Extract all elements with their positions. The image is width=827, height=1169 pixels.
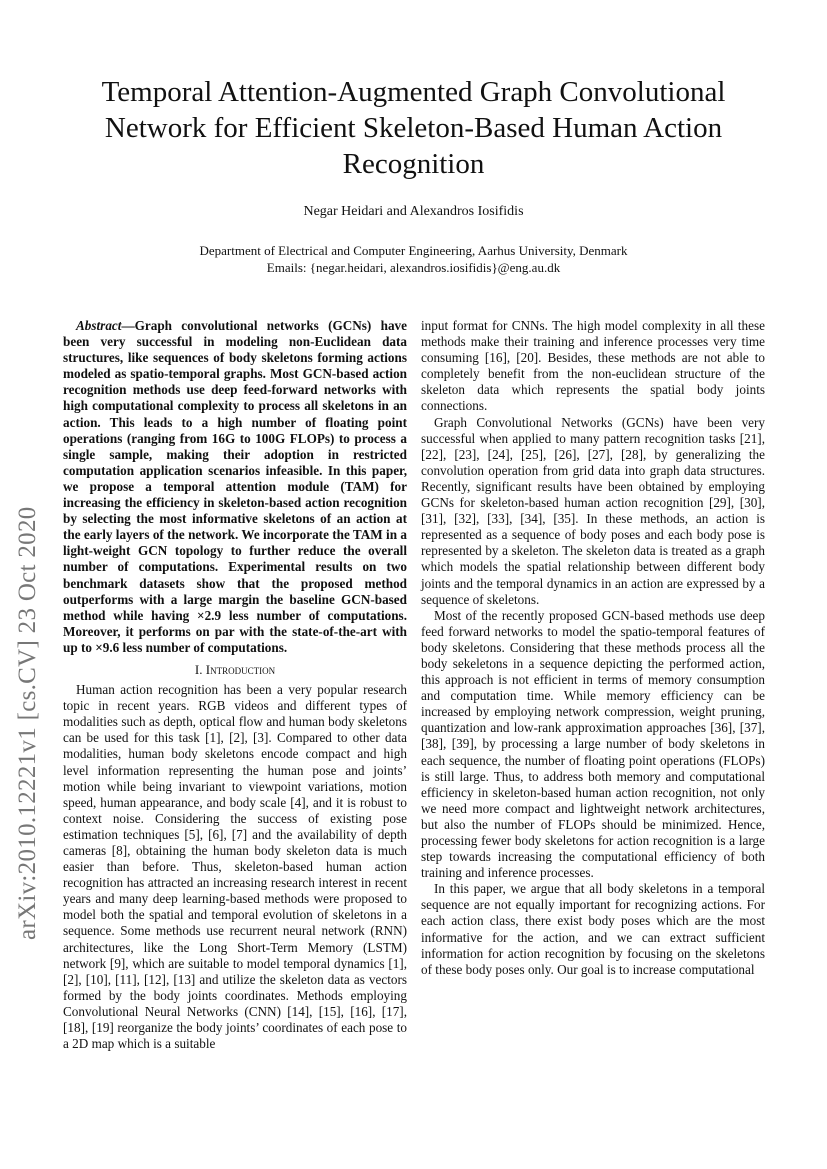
affiliation: Department of Electrical and Computer Engineering, Aarhus University, Denmark bbox=[199, 243, 628, 258]
abstract bbox=[63, 318, 407, 656]
paragraph: Graph Convolutional Networks (GCNs) have been very successful when applied to many pattern recognition tasks [21], [22], [23], [24], [25], [26], [27], [28], by generalizing the convolution operation from grid data into graph data structures. Recently, significant results have been obtained by employing GCNs for skeleton-based human action recognition [29], [30], [31], [32], [33], [34], [35]. In these methods, an action is represented as a sequence of body poses and each body pose is represented by a skeleton. The skeleton data is treated as a graph which models the spatial relationship between different body joints and the temporal dynamics in an action are expressed by a sequence of skeletons. bbox=[421, 414, 765, 607]
abstract-label: Abstract bbox=[76, 318, 122, 333]
paragraph: In this paper, we argue that all body skeletons in a temporal sequence are not equally important for recognizing actions. For each action class, there exist body poses which are the most informative for the action, and we can extract sufficient information for action recognition by focusing on the skeletons of these body poses only. Our goal is to increase computational bbox=[421, 881, 765, 977]
paper-title: Temporal Attention-Augmented Graph Convolutional Network for Efficient Skeleton-Based Human Action Recognition bbox=[101, 76, 726, 180]
arxiv-stamp: arXiv:2010.12221v1 [cs.CV] 23 Oct 2020 bbox=[14, 506, 41, 940]
paragraph: input format for CNNs. The high model complexity in all these methods make their training and inference processes very time consuming [16], [20]. Besides, these methods are not able to completely benefit from the non-euclidean structure of the skeleton data which represents the spatial body joints connections. bbox=[421, 318, 765, 414]
abstract-text: —Graph convolutional networks (GCNs) have been very successful in modeling non-Euclidean data structures, like sequences of body skeletons forming actions modeled as spatio-temporal graphs. Most GCN-based action recognition methods use deep feed-forward networks with high computational complexity to process all skeletons in an action. This leads to a high number of floating point operations (ranging from 16G to 100G FLOPs) to process a single sample, making their adoption in restricted computation application scenarios infeasible. In this paper, we propose a temporal attention module (TAM) for increasing the efficiency in skeleton-based action recognition by selecting the most informative skeletons of an action at the early layers of the network. We incorporate the TAM in a light-weight GCN topology to further reduce the overall number of computations. Experimental results on two benchmark datasets show that the proposed method outperforms with a large margin the baseline GCN-based method while having ×2.9 less number of computations. Moreover, it performs on par with the state-of-the-art with up to ×9.6 less number of computations. bbox=[63, 318, 407, 655]
section-heading: I. Introduction bbox=[194, 661, 276, 677]
paragraph: Most of the recently proposed GCN-based methods use deep feed forward networks to model the spatio-temporal features of body skeletons. Considering that these methods process all the body sekeletons in a sequence depicting the performed action, this approach is not efficient in terms of memory consumption and computation time. While memory efficiency can be increased by employing network compression, weight pruning, quantization and low-rank approximation approaches [36], [37], [38], [39], by processing a large number of body skeletons in each sequence, the number of floating point operations (FLOPs) is still large. Thus, to address both memory and computational efficiency in skeleton-based human action recognition, not only we need more compact and lightweight network architectures, but also the number of FLOPs should be minimized. Hence, processing fewer body skeletons for action recognition is a large step towards increasing the computational efficiency of both training and inference processes. bbox=[421, 607, 765, 881]
left-column bbox=[63, 318, 407, 1052]
right-column bbox=[421, 318, 765, 978]
emails: Emails: {negar.heidari, alexandros.iosifidis}@eng.au.dk bbox=[266, 260, 561, 275]
paragraph: Human action recognition has been a very popular research topic in recent years. RGB videos and different types of modalities such as depth, optical flow and human body skeletons can be used for this task [1], [2], [3]. Compared to other data modalities, human body skeletons encode compact and high level information representing the human pose and joints’ motion while being invariant to viewpoint variations, motion speed, human appearance, and body scale [4], and it is robust to context noise. Considering the success of existing pose estimation techniques [5], [6], [7] and the availability of depth cameras [8], obtaining the human body skeleton data is much easier than before. Thus, skeleton-based human action recognition has attracted an increasing research interest in recent years and many deep learning-based methods were proposed to model both the spatial and temporal evolution of skeletons in a sequence. Some methods use recurrent neural network (RNN) architectures, like the Long Short-Term Memory (LSTM) network [9], which are suitable to model temporal dynamics [1], [2], [10], [11], [12], [13] and utilize the skeleton data as vectors formed by the body joints coordinates. Methods employing Convolutional Neural Networks (CNN) [14], [15], [16], [17], [18], [19] reorganize the body joints’ coordinates of each pose to a 2D map which is a suitable bbox=[63, 682, 407, 1052]
affiliation-block bbox=[0, 242, 827, 276]
authors: Negar Heidari and Alexandros Iosifidis bbox=[303, 204, 524, 219]
